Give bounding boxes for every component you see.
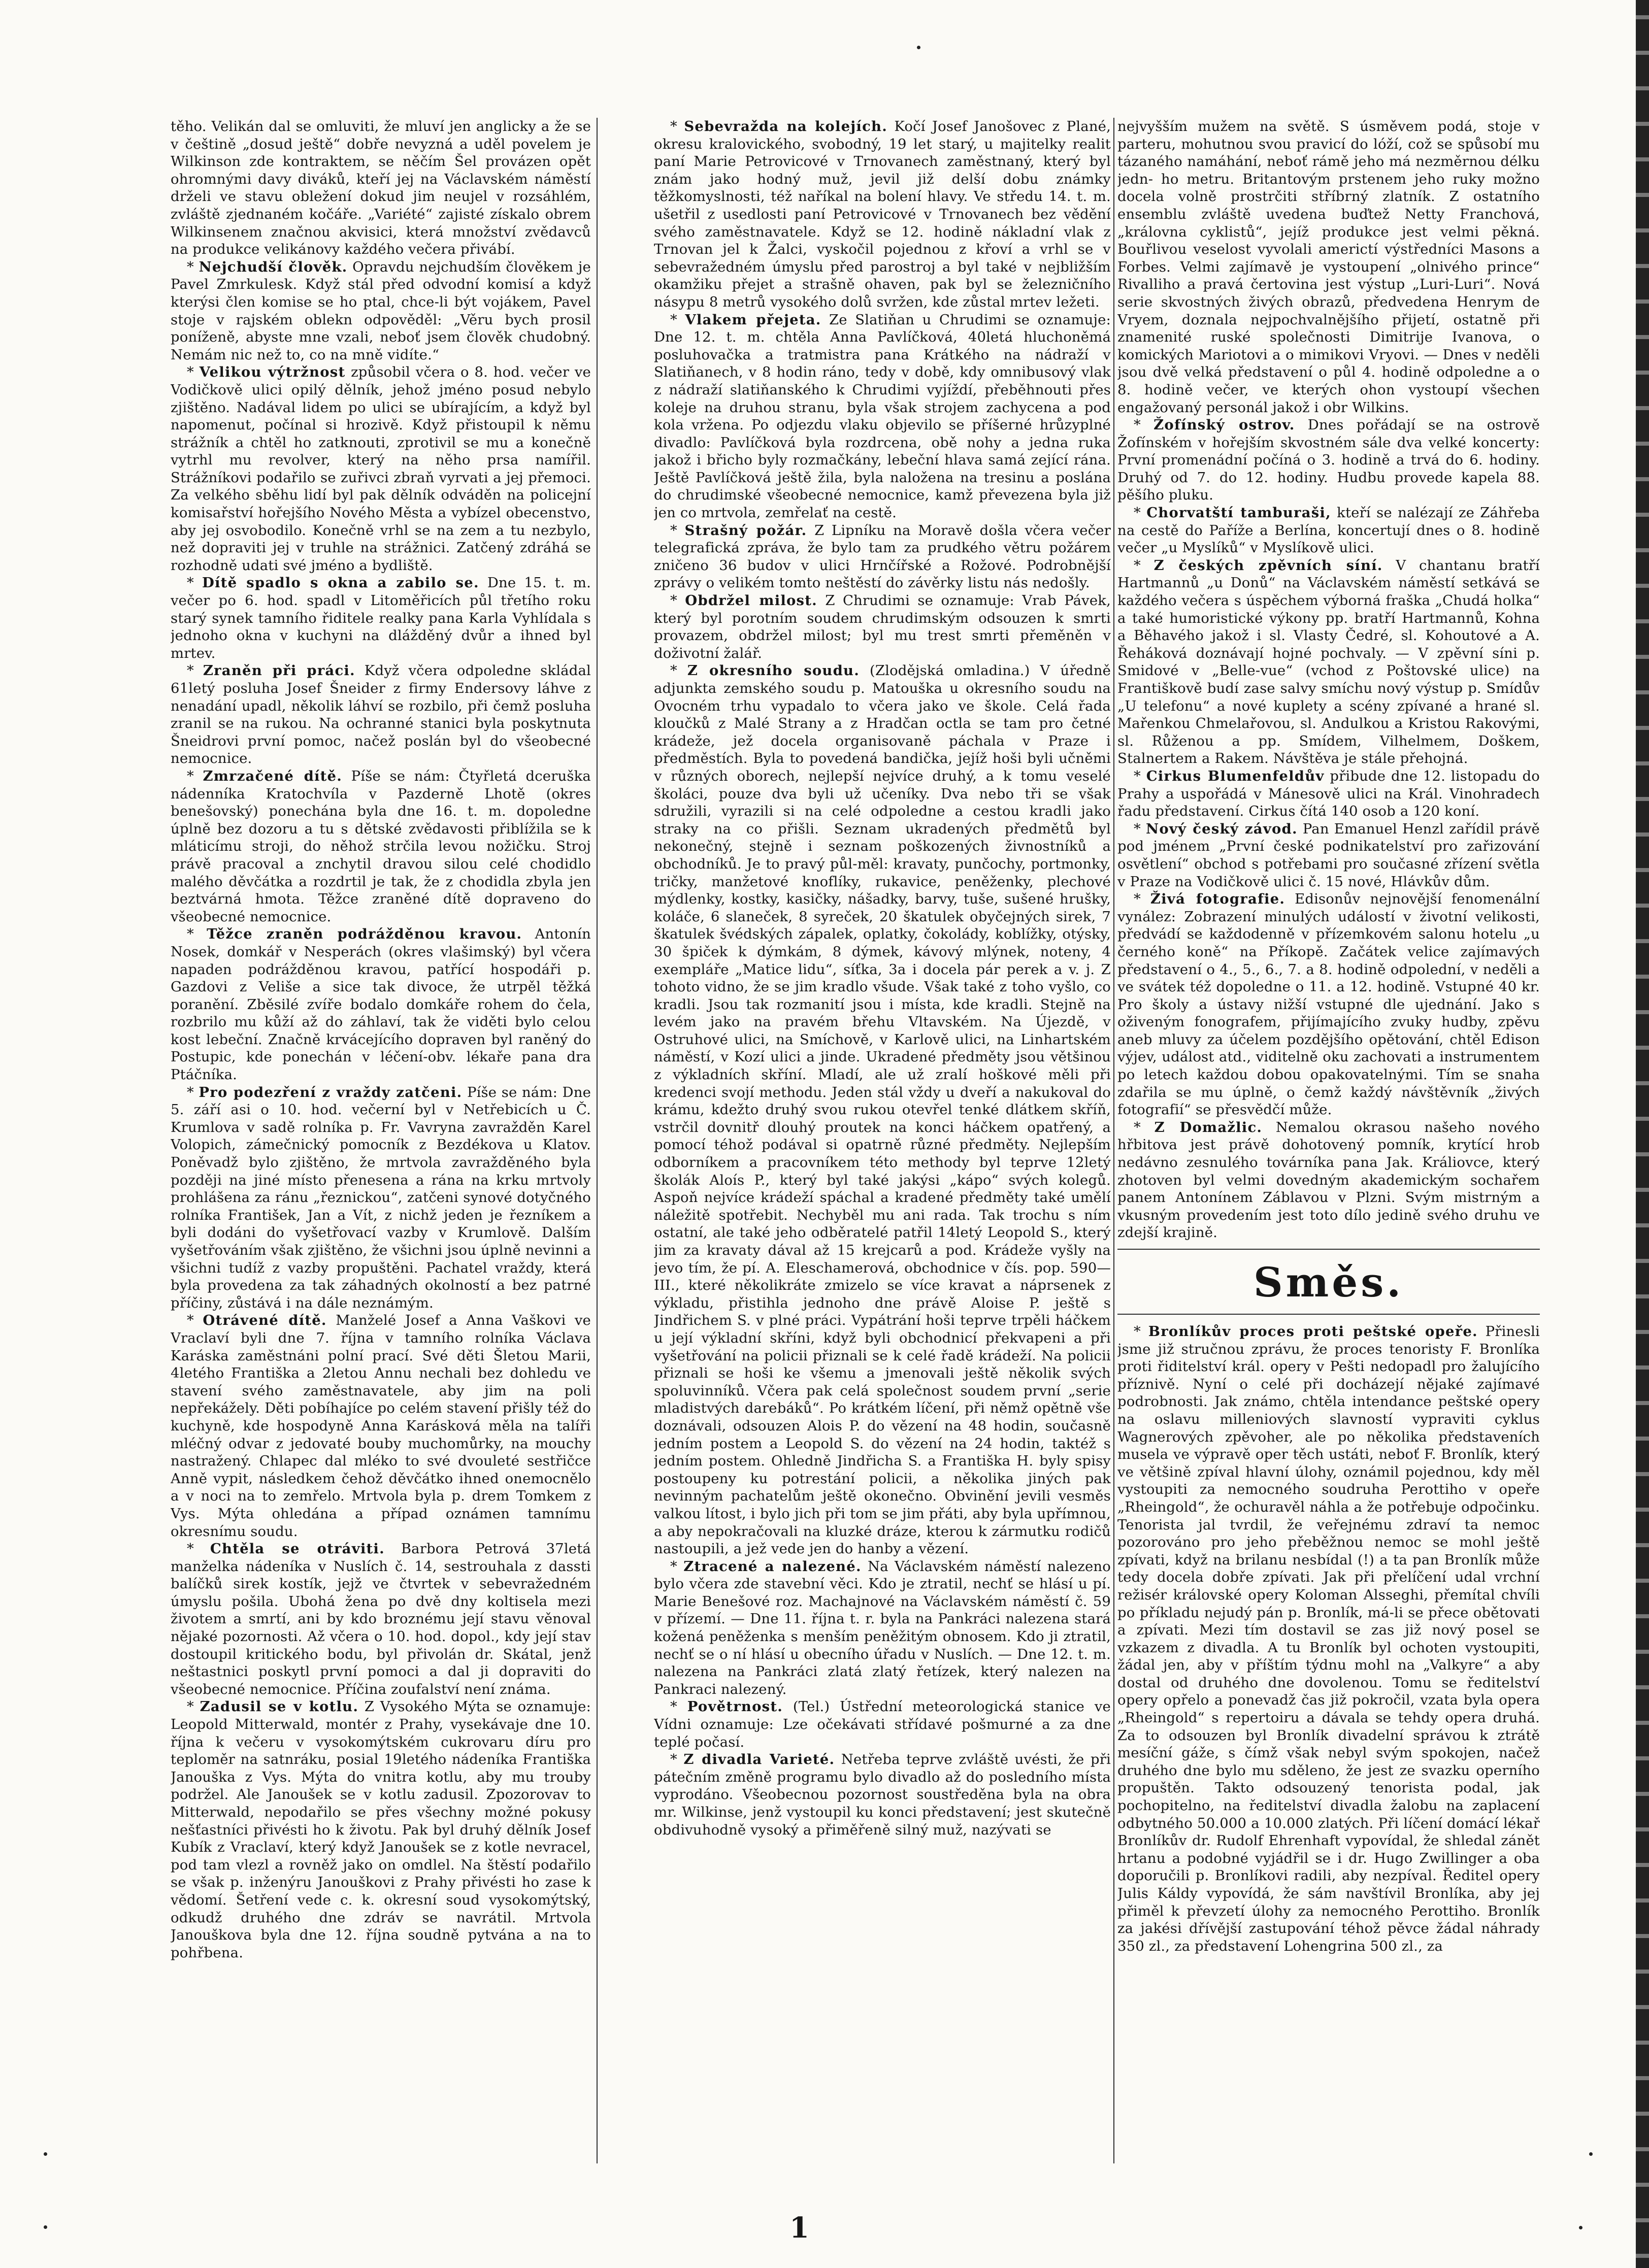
article-headline: Zraněn při práci.	[203, 662, 355, 679]
article-text: nejvyšším mužem na světě. S úsměvem podá, stoje v parteru, mohutnou svou pravicí do lóží, což se spůsobí mu tázaného namáhání, neboť rámě jeho má nezměrnou délku jedn- ho metru. Britantovým prstenem jeho ruky možno docela volně prostrčiti stříbrný zlatník. Z ostatního ensemblu zvláště uvedena buďtež Netty Franchová, „královna cyklistů“, jejíž produkce jest velmi pěkná. Bouřlivou veselost vyvolali americtí výstředníci Masons a Forbes. Velmi zajímavě je vystoupení „olnivého prince“ Rivalliho a pravá čertovina jest výstup „Luri-Luri“. Nová serie skvostných živých obrazů, předvedena Henrym de Vryem, doznala nejpochvalnějšího přijetí, ostatně při znamenité ruské společnosti Dimitrije Ivanova, o komických Mariotovi a o mimikovi Vryovi. — Dnes v neděli jsou dvě velká představení o půl 4. hodině odpoledne a o 8. hodině večer, ve kterých ohon vystoupí všechen engažovaný personál jakož i obr Wilkins.	[1117, 118, 1540, 416]
article-headline: Sebevražda na kolejích.	[684, 118, 887, 135]
article-text: Dnes pořádají se na ostrově Žofínském v hořejším skvostném sále dva velké koncerty: První promenádní počíná o 3. hodině a trvá do 6. hodiny. Druhý od 7. do 12. hodiny. Hudbu provede kapela 88. pěšího pluku.	[1117, 417, 1540, 504]
article-text: Netřeba teprve zvláště uvésti, že při pátečním změně programu bylo divadlo až do posledního místa vyprodáno. Všeobecnou pozornost soustředěna byla na obra mr. Wilkinse, jenž vystoupil ku konci představení; jest skutečně obdivuhodně vysoký a přiměřeně silný muž, nazývati se	[654, 1751, 1111, 1838]
article-headline: Obdržel milost.	[685, 592, 817, 609]
article-text: Kočí Josef Janošovec z Plané, okresu kralovického, svobodný, 19 let starý, u majitelky realit paní Marie Petrovicové v Trnovanech zaměstnaný, který byl znám jako hodný muž, jevil již delší dobu známky těžkomyslnosti, též naříkal na bolení hlavy. Ve středu 14. t. m. ušetřil z usedlosti paní Petrovicové v Trnovanech bez vědění svého zaměstnavatele. Když se 12. hodině nákladní vlak z Trnovan jel k Žalci, vyskočil pojednou z křoví a vrhl se v sebevražedném úmyslu před parostroj a byl také v nejbližším okamžiku přejet a strašně ohaven, pak byl se železničního násypu 8 metrů vysokého dolů svržen, kde zůstal mrtev ležeti.	[654, 118, 1111, 310]
article-text: Dne 15. t. m. večer po 6. hod. spadl v Litoměřicích půl třetího roku starý synek tamního řiditele realky pana Karla Vyhlídala s jednoho okna v kuchyni na dlážděný dvůr a ihned byl mrtev.	[171, 575, 591, 661]
article-headline: Těžce zraněn podrážděnou kravou.	[207, 926, 522, 943]
article-headline: Dítě spadlo s okna a zabilo se.	[202, 575, 479, 591]
article-headline: Chorvatští tamburaši,	[1146, 505, 1331, 521]
article-text: těho. Velikán dal se omluviti, že mluví jen anglicky a že se v češtině „dosud ještě“ dobře nevyzná a uděl povelem je Wilkinson zde kontraktem, se něčím Šel provázen opět ohromnými davy diváků, kteří jej na Václavském náměstí drželi ve stavu obležení dokud jim neujel v rozsáhlém, zvláště zjednaném kočáře. „Variété“ zajisté získalo obrem Wilkinsenem značnou akvisici, která množství zvědavců na produkce velikánovy každého večera přivábí.	[171, 118, 591, 258]
article	[171, 118, 591, 258]
column-rule	[1113, 118, 1114, 2163]
article: * Ztracené a nalezené. Na Václavském náměstí nalezeno bylo včera zde stavební věci. Kdo je ztratil, nechť se hlásí u pí. Marie Benešové roz. Machajnové na Václavském náměstí č. 59 v přízemí. — Dne 11. října t. r. byla na Pankráci nalezena stará kožená peněženka s menším peněžitým obnosem. Kdo ji ztratil, nechť se o ní hlásí u obecního úřadu v Nuslích. — Dne 12. t. m. nalezena na Pankráci zlatá zlatý řetízek, který nalezen na Pankraci nalezený.	[654, 1558, 1111, 1697]
column-right-news	[1117, 118, 1540, 1242]
article: * Cirkus Blumenfeldův přibude dne 12. listopadu do Prahy a uspořádá v Mánesově ulici na Král. Vinohradech řadu představení. Cirkus čítá 140 osob a 120 koní.	[1117, 768, 1540, 820]
scan-dot	[1589, 2152, 1593, 2156]
article-text: Edisonův nejnovější fenomenální vynález: Zobrazení minulých událostí v životní velikosti, předvádí se každodenně v přízemkovém salonu hotelu „u černého koně“ na Příkopě. Začátek velice zajímavých představení o 4., 5., 6., 7. a 8. hodině odpolední, v neděli a ve svátek též dopoledne o 11. a 12. hodině. Vstupné 40 kr. Pro školy a ústavy nižší vstupné dle ujednání. Jako s oživeným fonografem, přijímajícího zvuky hudby, zpěvu aneb mluvy za účelem pozdějšího opětování, chtěl Edison výjev, událost atd., viditelně oku zachovati a instrumentem po letech každou dobou opakovatelnými. Tím se snaha zdařila se mu úplně, o čemž každý návštěvník „živých fotografií“ se přesvědčí může.	[1117, 891, 1540, 1118]
article-text: Pan Emanuel Henzl zařídil právě pod jménem „První české podnikatelství pro zařizování osvětlení“ obchod s potřebami pro současné zřízení světla v Praze na Vodičkově ulici č. 15 nové, Hlávkův dům.	[1117, 820, 1540, 890]
article-text: kteří se nalézají ze Záhřeba na cestě do Paříže a Berlína, koncertují dnes o 8. hodině večer „u Myslíků“ v Myslíkově ulici.	[1117, 505, 1540, 556]
article	[1117, 118, 1540, 416]
article-text: Píše se nám: Čtyřletá dceruška nádenníka Kratochvíla v Pazderně Lhotě (okres benešovský) ponechána byla dne 16. t. m. dopoledne úplně bez dozoru a tu s dětské zvědavosti přiblížila se k mláticímu stroji, do něhož strčila levou nožičku. Stroj právě pracoval a znchytil dravou silou celé chodidlo malého děvčátka a rozdrtil je tak, že z chodidla zbyla jen beztvárná hmota. Těžce zraněné dítě dopraveno do všeobecné nemocnice.	[171, 768, 591, 925]
article-text: způsobil včera o 8. hod. večer ve Vodičkově ulici opilý dělník, jehož jméno posud nebylo zjištěno. Nadával lidem po ulici se ubírajícím, a když byl napomenut, počínal si hrozivě. Když přistoupil k němu strážník a chtěl ho zatknouti, zprotivil se mu a konečně vytrhl mu revolver, který na něho prsa namířil. Strážníkovi podařilo se zuřivci zbraň vyrvati a jej přemoci. Za velkého sběhu lidí byl pak dělník odváděn na policejní komisařství hořejšího Nového Města a vybízel obecenstvo, aby jej osvobodilo. Konečně vrhl se na zem a tu nezbylo, než dopraviti jej v truhle na strážnici. Zatčený zdráhá se rozhodně udati své jméno a bydliště.	[171, 364, 591, 574]
article: * Živá fotografie. Edisonův nejnovější fenomenální vynález: Zobrazení minulých událostí v životní velikosti, předvádí se každodenně v přízemkovém salonu hotelu „u černého koně“ na Příkopě. Začátek velice zajímavých představení o 4., 5., 6., 7. a 8. hodině odpolední, v neděli a ve svátek též dopoledne o 11. a 12. hodině. Vstupné 40 kr. Pro školy a ústavy nižší vstupné dle ujednání. Jako s oživeným fonografem, přijímajícího zvuky hudby, zpěvu aneb mluvy za účelem pozdějšího opětování, chtěl Edison výjev, událost atd., viditelně oku zachovati a instrumentem po letech každou dobou opakovatelnými. Tím se snaha zdařila se mu úplně, o čemž každý návštěvník „živých fotografií“ se přesvědčí může.	[1117, 891, 1540, 1118]
article: * Chtěla se otráviti. Barbora Petrová 37letá manželka nádeníka v Nuslích č. 14, sestrouhala z dassti balíčků sirek kostík, jejž ve čtvrtek v sebevražedném úmyslu pošila. Ubohá žena po dvě dny koltisela mezi životem a smrtí, ani by kdo broznému její stavu věnoval nějaké pozornosti. Až včera o 10. hod. dopol., kdy její stav dostoupil kritického bodu, byl přivolán dr. Skátal, jenž neštastnici poskytl první pomoci a dal ji dopraviti do všeobecné nemocnice. Příčina zoufalství není známa.	[171, 1541, 591, 1697]
article-text: Z Chrudimi se oznamuje: Vrab Pávek, který byl porotním soudem chrudimským odsouzen k smrti provazem, obdržel milost; byl mu trest smrti přeměněn v doživotní žalář.	[654, 592, 1111, 661]
article: * Dítě spadlo s okna a zabilo se. Dne 15. t. m. večer po 6. hod. spadl v Litoměřicích půl třetího roku starý synek tamního řiditele realky pana Karla Vyhlídala s jednoho okna v kuchyni na dlážděný dvůr a ihned byl mrtev.	[171, 575, 591, 661]
article: * Pro podezření z vraždy zatčeni. Píše se nám: Dne 5. září asi o 10. hod. večerní byl v Netřebicích u Č. Krumlova v sadě rolníka p. Fr. Vavryna zavražděn Karel Volopich, zámečnický pomocník z Bezdékova u Klatov. Poněvadž bylo zjištěno, že mrtvola zavražděného byla později na jiné místo přenesena a rána na krku mrtvoly prohlášena za ránu „řeznickou“, zatčeni synové dotyčného rolníka František, Jan a Vít, z nichž jeden je řezníkem a byli dodáni do vyšetřovací vazby v Krumlově. Dalším vyšetřováním však zjištěno, že všichni jsou úplně nevinni a všichni tudíž z vazby propuštěni. Pachatel vraždy, která byla provedena za tak záhadných okolností a bez patrné příčiny, zůstává i na dále neznámým.	[171, 1084, 591, 1311]
article-headline: Strašný požár.	[684, 522, 807, 539]
article-headline: Vlakem přejeta.	[685, 311, 821, 328]
article-text: V chantanu bratří Hartmannů „u Donů“ na Václavském náměstí setkává se každého večera s úspěchem výborná fraška „Chudá holka“ a také humoristické výkony pp. bratří Hartmannů, Kohna a Běhavého jakož i sl. Vlasty Čedré, sl. Kohoutové a A. Řeháková doznávají hojné pochvaly. — V zpěvní síni p. Smidové v „Belle-vue“ (vchod z Poštovské ulice) na Františkově budí zase salvy smíchu nový výstup p. Smídův „U telefonu“ a nové kuplety a scény zpívané a hrané sl. Mařenkou Chmelařovou, sl. Andulkou a Kristou Rakovými, sl. Růženou a pp. Smídem, Vilhelmem, Doškem, Stalnertem a Rakem. Návštěva je stále přehojná.	[1117, 557, 1540, 767]
article: * Velikou výtržnost způsobil včera o 8. hod. večer ve Vodičkově ulici opilý dělník, jehož jméno posud nebylo zjištěno. Nadával lidem po ulici se ubírajícím, a když byl napomenut, počínal si hrozivě. Když přistoupil k němu strážník a chtěl ho zatknouti, zprotivil se mu a konečně vytrhl mu revolver, který na něho prsa namířil. Strážníkovi podařilo se zuřivci zbraň vyrvati a jej přemoci. Za velkého sběhu lidí byl pak dělník odváděn na policejní komisařství hořejšího Nového Města a vybízel obecenstvo, aby jej osvobodilo. Konečně vrhl se na zem a tu nezbylo, než dopraviti jej v truhle na strážnici. Zatčený zdráhá se rozhodně udati své jméno a bydliště.	[171, 364, 591, 574]
article-text: Antonín Nosek, domkář v Nesperách (okres vlašimský) byl včera napaden podrážděnou kravou, patřící hospodáři p. Gazdovi z Veliše a sice tak divoce, že utrpěl těžká poranění. Zběsilé zvíře bodalo domkáře rohem do čela, rozbrilo mu kůží až do záhlaví, tak že viděti bylo celou kost lebeční. Značně krvácejícího dopraven byl raněný do Postupic, kde ponechán v léčení-obv. lékaře pana dra Ptáčníka.	[171, 926, 591, 1083]
article-text: Nemalou okrasou našeho nového hřbitova jest právě dohotovený pomník, krytící hrob nedávno zesnulého továrníka pana Jak. Králiovce, který zhotoven byl velmi dovedným akademickým sochařem panem Antonínem Záblavou v Plzni. Svým mistrným a vkusným provedením jest toto dílo jedině svého druhu ve zdejší krajině.	[1117, 1119, 1540, 1241]
article: * Z divadla Varieté. Netřeba teprve zvláště uvésti, že při pátečním změně programu bylo divadlo až do posledního místa vyprodáno. Všeobecnou pozornost soustředěna byla na obra mr. Wilkinse, jenž vystoupil ku konci představení; jest skutečně obdivuhodně vysoký a přiměřeně silný muž, nazývati se	[654, 1751, 1111, 1838]
article: * Z českých zpěvních síní. V chantanu bratří Hartmannů „u Donů“ na Václavském náměstí setkává se každého večera s úspěchem výborná fraška „Chudá holka“ a také humoristické výkony pp. bratří Hartmannů, Kohna a Běhavého jakož i sl. Vlasty Čedré, sl. Kohoutové a A. Řeháková doznávají hojné pochvaly. — V zpěvní síni p. Smidové v „Belle-vue“ (vchod z Poštovské ulice) na Františkově budí zase salvy smíchu nový výstup p. Smídův „U telefonu“ a nové kuplety a scény zpívané a hrané sl. Mařenkou Chmelařovou, sl. Andulkou a Kristou Rakovými, sl. Růženou a pp. Smídem, Vilhelmem, Doškem, Stalnertem a Rakem. Návštěva je stále přehojná.	[1117, 557, 1540, 767]
article-text: (Tel.) Ústřední meteorologická stanice ve Vídni oznamuje: Lze očekávati střídavé pošmurné a za dne teplé počasí.	[654, 1698, 1111, 1750]
article-headline: Z českých zpěvních síní.	[1153, 557, 1383, 574]
article-text: (Zlodějská omladina.) V úředně adjunkta zemského soudu p. Matouška u okresního soudu na Ovocném trhu vypadalo to včera jako ve škole. Celá řada kloučků z Malé Strany a z Hradčan octla se tam pro četné krádeže, jež docela organisovaně páchala v Praze i předměstích. Byla to povedená bandička, jejíž hoši byli učněmi v různých oborech, nejlepší nejvíce druhý, a k tomu veselé školáci, pouze dva byli už učeníky. Dva nebo tři se však sdružili, vyrazili si na celé odpoledne a cestou kradli jako straky na co přišli. Seznam ukradených předmětů byl nekonečný, stejně i seznam poškozených živnostníků a obchodníků. Je to pravý půl-měl: kravaty, punčochy, portmonky, tričky, manžetové knoflíky, rukavice, peněženky, plechové mýdlenky, kostky, kasičky, nášadky, barvy, tuše, sušené hrušky, koláče, 6 slaneček, 8 syreček, 20 škatulek obyčejných sirek, 7 škatulek švédských zápalek, oplatky, čokolády, koblížky, otýsky, 30 špiček k dýmkám, 8 dýmek, kávový mlýnek, noteny, 4 exempláře „Matice lidu“, síťka, 3a i docela pár perek a v. j. Z tohoto vidno, že se jim kradlo všude. Však také z toho vyšlo, co kradli. Jsou tak rozmanití jsou i místa, kde kradli. Stejně na levém jako na pravém břehu Vltavském. Na Újezdě, v Ostruhové ulici, na Smíchově, v Karlově ulici, na Linhartském náměstí, v Kozí ulici a jinde. Ukradené předměty jsou většinou z výkladních skříní. Mladí, ale už zralí hoškové měli při kredenci svojí methodu. Jeden stál vždy u dveří a nakukoval do krámu, kdežto druhý svou rukou otevřel tenké dlátkem skříň, vstrčil dovnitř dlouhý proutek na konci háčkem opatřený, a pomocí téhož podával si opatrně různé předměty. Nejlepším odborníkem a pracovníkem této methody byl teprve 12letý školák Aloís P., který byl také jakýsi „kápo“ svých kolegů. Aspoň nejvíce krádeží spáchal a kradené předměty také umělí náležitě spotřebit. Nechyběl mu ani rada. Tak trochu s ním ostatní, ale také jeho odběratelé patřil 14letý Leopold S., který jim za kravaty dával až 15 krejcarů a pod. Krádeže vyšly na jevo tím, že pí. A. Eleschamerová, obchodnice v čís. pop. 590—III., které několikráte zmizelo se více kravat a náprsenek z výkladu, přistihla jednoho dne právě Aloise P. ještě s Jindřichem S. v plné práci. Vypátrání hoši teprve trpěli háčkem u její výkladní skříni, když byli obchodnicí překvapeni a při vyšetřování na policii přiznali se k celé řadě krádeží. Na policii přiznali se hoši ke všemu a jmenovali ještě několik svých spoluvinníků. Včera pak celá společnost soudem první „serie mladistvých darebáků“. Po krátkém líčení, při němž opětně vše doznávali, odsouzen Alois P. do vězení na 48 hodin, současně jedním postem a Leopold S. do vězení na 24 hodin, taktéž s jedním postem. Ohledně Jindřicha S. a Františka H. byly spisy postoupeny ku potrestání policii, a několika jiných pak nevinným pachatelům ještě okonečno. Obvinění jevili vesměs valkou lítost, i bylo jich při tom se jim přáti, aby byla upřímnou, a aby nepokračovali na kluzké dráze, kterou k zármutku rodičů nastoupili, a jež vede jen do hanby a vězení.	[654, 662, 1111, 1557]
scan-dot	[917, 46, 920, 49]
article-text: Z Lipníku na Moravě došla včera večer telegrafická zpráva, že bylo tam za prudkého větru požárem zničeno 36 budov v ulici Hrnčířské a Rožové. Podrobnější zprávy o velikém tomto neštěstí do závěrky listu nás nedošly.	[654, 522, 1111, 591]
article: * Povětrnost. (Tel.) Ústřední meteorologická stanice ve Vídni oznamuje: Lze očekávati střídavé pošmurné a za dne teplé počasí.	[654, 1698, 1111, 1750]
section-divider	[1117, 1249, 1540, 1250]
article: * Zadusil se v kotlu. Z Vysokého Mýta se oznamuje: Leopold Mitterwald, montér z Prahy, vysekávaje dne 10. října k večeru v vysokomýtském cukrovaru díru pro teploměr na satnráku, posial 19letého nádeníka Františka Janouška z Vys. Mýta do vnitra kotlu, aby mu trouby podržel. Ale Janoušek se v kotlu zadusil. Zpozorovav to Mitterwald, nepodařilo se přes všechny možné pokusy nešťastníci přivésti ho k životu. Pak byl druhý dělník Josef Kubík z Vraclaví, který když Janoušek se z kotle nevracel, pod tam vlezl a rovněž jako on omdlel. Na štěstí podařilo se však p. inženýru Janouškovi z Prahy přivésti ho zase k vědomí. Šetření vede c. k. okresní soud vysokomýtský, odkudž druhého dne zdráv se navrátil. Mrtvola Janouškova byla dne 12. října soudně pytvána a na to pohřbena.	[171, 1698, 591, 1961]
article-text: přibude dne 12. listopadu do Prahy a uspořádá v Mánesově ulici na Král. Vinohradech řadu představení. Cirkus čítá 140 osob a 120 koní.	[1117, 768, 1540, 820]
article-headline: Pro podezření z vraždy zatčeni.	[199, 1084, 463, 1100]
article-headline: Otrávené dítě.	[203, 1312, 327, 1329]
article-headline: Bronlíkův proces proti peštské opeře.	[1148, 1323, 1478, 1340]
scan-dot	[44, 2225, 47, 2229]
article-headline: Z Domažlic.	[1154, 1119, 1263, 1136]
column-rule	[597, 118, 598, 2163]
article-headline: Zadusil se v kotlu.	[200, 1698, 359, 1715]
article: * Obdržel milost. Z Chrudimi se oznamuje: Vrab Pávek, který byl porotním soudem chrudimským odsouzen k smrti provazem, obdržel milost; byl mu trest smrti přeměněn v doživotní žalář.	[654, 592, 1111, 661]
article: * Strašný požár. Z Lipníku na Moravě došla včera večer telegrafická zpráva, že bylo tam za prudkého větru požárem zničeno 36 budov v ulici Hrnčířské a Rožové. Podrobnější zprávy o velikém tomto neštěstí do závěrky listu nás nedošly.	[654, 522, 1111, 591]
scan-dot	[1579, 2226, 1582, 2229]
article: * Žofínský ostrov. Dnes pořádají se na ostrově Žofínském v hořejším skvostném sále dva velké koncerty: První promenádní počíná o 3. hodině a trvá do 6. hodiny. Druhý od 7. do 12. hodiny. Hudbu provede kapela 88. pěšího pluku.	[1117, 417, 1540, 504]
column-right	[1117, 118, 1540, 2123]
column-middle	[654, 118, 1111, 2123]
article-text: Ze Slatiňan u Chrudimi se oznamuje: Dne 12. t. m. chtěla Anna Pavlíčková, 40letá hluchoněmá posluhovačka a tratmistra pana Krátkého na nádraží v Slatiňanech, v 8 hodin ráno, tedy v době, kdy omnibusový vlak z nádraží slatiňanského k Chrudimi vyjíždí, přeběhnouti přes koleje na druhou stranu, byla však strojem zachycena a pod kola vržena. Po odjezdu vlaku objevilo se příšerné hrůzyplné divadlo: Pavlíčková byla rozdrcena, obě nohy a jedna ruka jakož i břicho byly rozmačkány, lebeční hlava samá zející rána. Ještě Pavlíčková ještě žila, byla naložena na tresinu a poslána do chrudimské všeobecné nemocnice, kamž převezena byla již jen co mrtvola, zemřelať na cestě.	[654, 311, 1111, 521]
article-headline: Ztracené a nalezené.	[683, 1558, 862, 1575]
article: * Nejchudší člověk. Opravdu nejchudším člověkem je Pavel Zmrkulesk. Když stál před odvodní komisí a když kterýsi člen komise se ho ptal, chce-li být vojákem, Pavel stoje v rajském oblekn odpověděl: „Věru bych prosil poníženě, abyste mne vzali, neboť jsem člověk chudobný. Nemám nic než to, co na mně vidíte.“	[171, 258, 591, 363]
scan-dot	[44, 2152, 47, 2156]
column-left	[171, 118, 591, 2123]
article-text: Barbora Petrová 37letá manželka nádeníka v Nuslích č. 14, sestrouhala z dassti balíčků sirek kostík, jejž ve čtvrtek v sebevražedném úmyslu pošila. Ubohá žena po dvě dny koltisela mezi životem a smrtí, ani by kdo broznému její stavu věnoval nějaké pozornosti. Až včera o 10. hod. dopol., kdy její stav dostoupil kritického bodu, byl přivolán dr. Skátal, jenž neštastnici poskytl první pomoci a dal ji dopraviti do všeobecné nemocnice. Příčina zoufalství není známa.	[171, 1541, 591, 1697]
article-headline: Velikou výtržnost	[199, 364, 346, 381]
article: * Zraněn při práci. Když včera odpoledne skládal 61letý posluha Josef Šneider z firmy Endersovy láhve z nenadání upadl, několik láhví se rozbilo, při čemž posluha zranil se na rukou. Na ochranné stanici byla poskytnuta Šneidrovi první pomoc, načež poslán byl do všeobecné nemocnice.	[171, 662, 591, 767]
article-text: Z Vysokého Mýta se oznamuje: Leopold Mitterwald, montér z Prahy, vysekávaje dne 10. října k večeru v vysokomýtském cukrovaru díru pro teploměr na satnráku, posial 19letého nádeníka Františka Janouška z Vys. Mýta do vnitra kotlu, aby mu trouby podržel. Ale Janoušek se v kotlu zadusil. Zpozorovav to Mitterwald, nepodařilo se přes všechny možné pokusy nešťastníci přivésti ho k životu. Pak byl druhý dělník Josef Kubík z Vraclaví, který když Janoušek se z kotle nevracel, pod tam vlezl a rovněž jako on omdlel. Na štěstí podařilo se však p. inženýru Janouškovi z Prahy přivésti ho zase k vědomí. Šetření vede c. k. okresní soud vysokomýtský, odkudž druhého dne zdráv se navrátil. Mrtvola Janouškova byla dne 12. října soudně pytvána a na to pohřbena.	[171, 1698, 591, 1961]
page-number: 1	[789, 2211, 809, 2245]
article-headline: Živá fotografie.	[1150, 891, 1285, 908]
section-title: Směs.	[1253, 1258, 1404, 1306]
article-headline: Z divadla Varieté.	[683, 1751, 835, 1768]
article-headline: Žofínský ostrov.	[1153, 417, 1295, 433]
article-text: Když včera odpoledne skládal 61letý posluha Josef Šneider z firmy Endersovy láhve z nenadání upadl, několik láhví se rozbilo, při čemž posluha zranil se na rukou. Na ochranné stanici byla poskytnuta Šneidrovi první pomoc, načež poslán byl do všeobecné nemocnice.	[171, 662, 591, 767]
article: * Vlakem přejeta. Ze Slatiňan u Chrudimi se oznamuje: Dne 12. t. m. chtěla Anna Pavlíčková, 40letá hluchoněmá posluhovačka a tratmistra pana Krátkého na nádraží v Slatiňanech, v 8 hodin ráno, tedy v době, kdy omnibusový vlak z nádraží slatiňanského k Chrudimi vyjíždí, přeběhnouti přes koleje na druhou stranu, byla však strojem zachycena a pod kola vržena. Po odjezdu vlaku objevilo se příšerné hrůzyplné divadlo: Pavlíčková byla rozdrcena, obě nohy a jedna ruka jakož i břicho byly rozmačkány, lebeční hlava samá zející rána. Ještě Pavlíčková ještě žila, byla naložena na tresinu a poslána do chrudimské všeobecné nemocnice, kamž převezena byla již jen co mrtvola, zemřelať na cestě.	[654, 311, 1111, 521]
article-text: Manželé Josef a Anna Vaškovi ve Vraclaví byli dne 7. října v tamního rolníka Václava Karáska zaměstnáni polní prací. Své děti Šletou Marii, 4letého Františka a 2letou Annu nechali bez dohledu ve stavení svého zaměstnavatele, aby jim na poli nepřekážely. Děti pobíhajíce po celém stavení přišly též do kuchyně, kde hospodyně Anna Karásková měla na talíři mléčný odvar z jedovaté bouby muchomůrky, na mouchy nastražený. Chlapec dal mléko to své dvouleté sestřičce Anně vypit, následkem čehož děvčátko ihned onemocnělo a v noci na to zemřelo. Mrtvola byla p. drem Tomkem z Vys. Mýta ohledána a případ oznámen tamnímu okresnímu soudu.	[171, 1312, 591, 1540]
article-text: Přinesli jsme již stručnou zprávu, že proces tenoristy F. Bronlíka proti řiditelství král. opery v Pešti nedopadl pro žalujícího příznivě. Nyní o celé při docházejí nějaké zajímavé podrobnosti. Jak známo, chtěla intendance peštské opery na oslavu milleniových slavností vypraviti cyklus Wagnerových zpěvoher, ale po několika představeních musela ve výpravě oper těch ustáti, neboť F. Bronlík, který ve většině zpíval hlavní úlohy, oznámil pojednou, kdy měl vystoupiti za nemocného soudruha Perottiho v opeře „Rheingold“, že ochuravěl náhla a že potřebuje odpočinku. Tenorista jal tvrdil, že veřejnému zdraví ta nemoc pozorováno pro jeho přeběžnou nemoc se mohl ještě zpívati, když na brilanu nesbídal (!) a ta pan Bronlík může tedy docela dobře zpívati. Jak při přelíčení udal vrchní režisér královské opery Koloman Alsseghi, přemítal chvíli po příkladu nejudý pán p. Bronlík, má-li se přece obětovati a zpívati. Mezi tím dostavil se zas již nový posel se vzkazem z divadla. A tu Bronlík byl ochoten vystoupiti, žádal jen, aby v příštím týdnu mohl na „Valkyre“ a aby dostal od druhého dne dovolenou. Tomu se ředitelství opery opřelo a ponevadž čas již pokročil, vzata byla opera „Rheingold“ s repertoiru a dávala se tehdy opera druhá. Za to odsouzen byl Bronlík divadelní správou k ztrátě mesíční gáže, s čímž však nebyl svým spokojen, načež druhého dne bylo mu sděleno, že jest ze svazku operního propuštěn. Takto odsouzený tenorista podal, jak pochopitelno, na ředitelství divadla žalobu na zaplacení odbytného 50.000 a 10.000 zlatých. Při líčení domácí lékař Bronlíkův dr. Rudolf Ehrenhaft vypovídal, že shledal zánět hrtanu a podobné vyjádřil se i dr. Hugo Zwillinger a oba doporučili p. Bronlíkovi radili, aby nezpíval. Ředitel opery Julis Káldy vypovídá, že sám navštívil Bronlíka, aby jej přiměl k převzetí úlohy za nemocného Perottiho. Bronlík za jakési dřívější zastupování téhož pěvce žádal náhrady 350 zl., za představení Lohengrina 500 zl., za	[1117, 1323, 1540, 1954]
article-text: Opravdu nejchudším člověkem je Pavel Zmrkulesk. Když stál před odvodní komisí a když kterýsi člen komise se ho ptal, chce-li být vojákem, Pavel stoje v rajském oblekn odpověděl: „Věru bych prosil poníženě, abyste mne vzali, neboť jsem člověk chudobný. Nemám nic než to, co na mně vidíte.“	[171, 258, 591, 363]
article-headline: Z okresního soudu.	[687, 662, 860, 679]
article-headline: Nejchudší člověk.	[199, 258, 348, 275]
article-headline: Nový český závod.	[1146, 820, 1298, 837]
article: * Z okresního soudu. (Zlodějská omladina.) V úředně adjunkta zemského soudu p. Matouška u okresního soudu na Ovocném trhu vypadalo to včera jako ve škole. Celá řada kloučků z Malé Strany a z Hradčan octla se tam pro četné krádeže, jež docela organisovaně páchala v Praze i předměstích. Byla to povedená bandička, jejíž hoši byli učněmi v různých oborech, nejlepší nejvíce druhý, a k tomu veselé školáci, pouze dva byli už učeníky. Dva nebo tři se však sdružili, vyrazili si na celé odpoledne a cestou kradli jako straky na co přišli. Seznam ukradených předmětů byl nekonečný, stejně i seznam poškozených živnostníků a obchodníků. Je to pravý půl-měl: kravaty, punčochy, portmonky, tričky, manžetové knoflíky, rukavice, peněženky, plechové mýdlenky, kostky, kasičky, nášadky, barvy, tuše, sušené hrušky, koláče, 6 slaneček, 8 syreček, 20 škatulek obyčejných sirek, 7 škatulek švédských zápalek, oplatky, čokolády, koblížky, otýsky, 30 špiček k dýmkám, 8 dýmek, kávový mlýnek, noteny, 4 exempláře „Matice lidu“, síťka, 3a i docela pár perek a v. j. Z tohoto vidno, že se jim kradlo všude. Však také z toho vyšlo, co kradli. Jsou tak rozmanití jsou i místa, kde kradli. Stejně na levém jako na pravém břehu Vltavském. Na Újezdě, v Ostruhové ulici, na Smíchově, v Karlově ulici, na Linhartském náměstí, v Kozí ulici a jinde. Ukradené předměty jsou většinou z výkladních skříní. Mladí, ale už zralí hoškové měli při kredenci svojí methodu. Jeden stál vždy u dveří a nakukoval do krámu, kdežto druhý svou rukou otevřel tenké dlátkem skříň, vstrčil dovnitř dlouhý proutek na konci háčkem opatřený, a pomocí téhož podával si opatrně různé předměty. Nejlepším odborníkem a pracovníkem této methody byl teprve 12letý školák Aloís P., který byl také jakýsi „kápo“ svých kolegů. Aspoň nejvíce krádeží spáchal a kradené předměty také umělí náležitě spotřebit. Nechyběl mu ani rada. Tak trochu s ním ostatní, ale také jeho odběratelé patřil 14letý Leopold S., který jim za kravaty dával až 15 krejcarů a pod. Krádeže vyšly na jevo tím, že pí. A. Eleschamerová, obchodnice v čís. pop. 590—III., které několikráte zmizelo se více kravat a náprsenek z výkladu, přistihla jednoho dne právě Aloise P. ještě s Jindřichem S. v plné práci. Vypátrání hoši teprve trpěli háčkem u její výkladní skříni, když byli obchodnicí překvapeni a při vyšetřování na policii přiznali se k celé řadě krádeží. Na policii přiznali se hoši ke všemu a jmenovali ještě několik svých spoluvinníků. Včera pak celá společnost soudem první „serie mladistvých darebáků“. Po krátkém líčení, při němž opětně vše doznávali, odsouzen Alois P. do vězení na 48 hodin, současně jedním postem a Leopold S. do vězení na 24 hodin, taktéž s jedním postem. Ohledně Jindřicha S. a Františka H. byly spisy postoupeny ku potrestání policii, a několika jiných pak nevinným pachatelům ještě okonečno. Obvinění jevili vesměs valkou lítost, i bylo jich při tom se jim přáti, aby byla upřímnou, a aby nepokračovali na kluzké dráze, kterou k zármutku rodičů nastoupili, a jež vede jen do hanby a vězení.	[654, 662, 1111, 1557]
article-headline: Cirkus Blumenfeldův	[1146, 768, 1325, 784]
article: * Chorvatští tamburaši, kteří se nalézají ze Záhřeba na cestě do Paříže a Berlína, koncertují dnes o 8. hodině večer „u Myslíků“ v Myslíkově ulici.	[1117, 505, 1540, 556]
article: * Bronlíkův proces proti peštské opeře. Přinesli jsme již stručnou zprávu, že proces tenoristy F. Bronlíka proti řiditelství král. opery v Pešti nedopadl pro žalujícího příznivě. Nyní o celé při docházejí nějaké zajímavé podrobnosti. Jak známo, chtěla intendance peštské opery na oslavu milleniových slavností vypraviti cyklus Wagnerových zpěvoher, ale po několika představeních musela ve výpravě oper těch ustáti, neboť F. Bronlík, který ve většině zpíval hlavní úlohy, oznámil pojednou, kdy měl vystoupiti za nemocného soudruha Perottiho v opeře „Rheingold“, že ochuravěl náhla a že potřebuje odpočinku. Tenorista jal tvrdil, že veřejnému zdraví ta nemoc pozorováno pro jeho přeběžnou nemoc se mohl ještě zpívati, když na brilanu nesbídal (!) a ta pan Bronlík může tedy docela dobře zpívati. Jak při přelíčení udal vrchní režisér královské opery Koloman Alsseghi, přemítal chvíli po příkladu nejudý pán p. Bronlík, má-li se přece obětovati a zpívati. Mezi tím dostavil se zas již nový posel se vzkazem z divadla. A tu Bronlík byl ochoten vystoupiti, žádal jen, aby v příštím týdnu mohl na „Valkyre“ a aby dostal od druhého dne dovolenou. Tomu se ředitelství opery opřelo a ponevadž čas již pokročil, vzata byla opera „Rheingold“ s repertoiru a dávala se tehdy opera druhá. Za to odsouzen byl Bronlík divadelní správou k ztrátě mesíční gáže, s čímž však nebyl svým spokojen, načež druhého dne bylo mu sděleno, že jest ze svazku operního propuštěn. Takto odsouzený tenorista podal, jak pochopitelno, na ředitelství divadla žalobu na zaplacení odbytného 50.000 a 10.000 zlatých. Při líčení domácí lékař Bronlíkův dr. Rudolf Ehrenhaft vypovídal, že shledal zánět hrtanu a podobné vyjádřil se i dr. Hugo Zwillinger a oba doporučili p. Bronlíkovi radili, aby nezpíval. Ředitel opery Julis Káldy vypovídá, že sám navštívil Bronlíka, aby jej přiměl k převzetí úlohy za nemocného Perottiho. Bronlík za jakési dřívější zastupování téhož pěvce žádal náhrady 350 zl., za představení Lohengrina 500 zl., za	[1117, 1323, 1540, 1954]
article: * Těžce zraněn podrážděnou kravou. Antonín Nosek, domkář v Nesperách (okres vlašimský) byl včera napaden podrážděnou kravou, patřící hospodáři p. Gazdovi z Veliše a sice tak divoce, že utrpěl těžká poranění. Zběsilé zvíře bodalo domkáře rohem do čela, rozbrilo mu kůží až do záhlaví, tak že viděti bylo celou kost lebeční. Značně krvácejícího dopraven byl raněný do Postupic, kde ponechán v léčení-obv. lékaře pana dra Ptáčníka.	[171, 926, 591, 1083]
article-text: Píše se nám: Dne 5. září asi o 10. hod. večerní byl v Netřebicích u Č. Krumlova v sadě rolníka p. Fr. Vavryna zavražděn Karel Volopich, zámečnický pomocník z Bezdékova u Klatov. Poněvadž bylo zjištěno, že mrtvola zavražděného byla později na jiné místo přenesena a rána na krku mrtvoly prohlášena za ránu „řeznickou“, zatčeni synové dotyčného rolníka František, Jan a Vít, z nichž jeden je řezníkem a byli dodáni do vyšetřovací vazby v Krumlově. Dalším vyšetřováním však zjištěno, že všichni jsou úplně nevinni a všichni tudíž z vazby propuštěni. Pachatel vraždy, která byla provedena za tak záhadných okolností a bez patrné příčiny, zůstává i na dále neznámým.	[171, 1084, 591, 1311]
article: * Nový český závod. Pan Emanuel Henzl zařídil právě pod jménem „První české podnikatelství pro zařizování osvětlení“ obchod s potřebami pro současné zřízení světla v Praze na Vodičkově ulici č. 15 nové, Hlávkův dům.	[1117, 820, 1540, 890]
article-headline: Povětrnost.	[687, 1698, 783, 1715]
article: * Zmrzačené dítě. Píše se nám: Čtyřletá dceruška nádenníka Kratochvíla v Pazderně Lhotě (okres benešovský) ponechána byla dne 16. t. m. dopoledne úplně bez dozoru a tu s dětské zvědavosti přiblížila se k mláticímu stroji, do něhož strčila levou nožičku. Stroj právě pracoval a znchytil dravou silou celé chodidlo malého děvčátka a rozdrtil je tak, že z chodidla zbyla jen beztvárná hmota. Těžce zraněné dítě dopraveno do všeobecné nemocnice.	[171, 768, 591, 925]
article-text: Na Václavském náměstí nalezeno bylo včera zde stavební věci. Kdo je ztratil, nechť se hlásí u pí. Marie Benešové roz. Machajnové na Václavském náměstí č. 59 v přízemí. — Dne 11. října t. r. byla na Pankráci nalezena stará kožená peněženka s menším peněžitým obnosem. Kdo ji ztratil, nechť se o ní hlásí u obecního úřadu v Nuslích. — Dne 12. t. m. nalezena na Pankráci zlatá zlatý řetízek, který nalezen na Pankraci nalezený.	[654, 1558, 1111, 1697]
article-headline: Zmrzačené dítě.	[203, 768, 343, 784]
article-headline: Chtěla se otráviti.	[210, 1541, 385, 1557]
article: * Otrávené dítě. Manželé Josef a Anna Vaškovi ve Vraclaví byli dne 7. října v tamního rolníka Václava Karáska zaměstnáni polní prací. Své děti Šletou Marii, 4letého Františka a 2letou Annu nechali bez dohledu ve stavení svého zaměstnavatele, aby jim na poli nepřekážely. Děti pobíhajíce po celém stavení přišly též do kuchyně, kde hospodyně Anna Karásková měla na talíři mléčný odvar z jedovaté bouby muchomůrky, na mouchy nastražený. Chlapec dal mléko to své dvouleté sestřičce Anně vypit, následkem čehož děvčátko ihned onemocnělo a v noci na to zemřelo. Mrtvola byla p. drem Tomkem z Vys. Mýta ohledána a případ oznámen tamnímu okresnímu soudu.	[171, 1312, 591, 1540]
section-divider	[1117, 1314, 1540, 1315]
article: * Sebevražda na kolejích. Kočí Josef Janošovec z Plané, okresu kralovického, svobodný, 19 let starý, u majitelky realit paní Marie Petrovicové v Trnovanech zaměstnaný, který byl znám jako hodný muž, jevil již delší dobu známky těžkomyslnosti, též naříkal na bolení hlavy. Ve středu 14. t. m. ušetřil z usedlosti paní Petrovicové v Trnovanech bez vědění svého zaměstnavatele. Když se 12. hodině nákladní vlak z Trnovan jel k Žalci, vyskočil pojednou z křoví a vrhl se v sebevražedném úmyslu před parostroj a byl také v nejbližším okamžiku přejet a strašně ohaven, pak byl se železničního násypu 8 metrů vysokého dolů svržen, kde zůstal mrtev ležeti.	[654, 118, 1111, 310]
scan-edge	[1636, 0, 1649, 2268]
article: * Z Domažlic. Nemalou okrasou našeho nového hřbitova jest právě dohotovený pomník, krytící hrob nedávno zesnulého továrníka pana Jak. Králiovce, který zhotoven byl velmi dovedným akademickým sochařem panem Antonínem Záblavou v Plzni. Svým mistrným a vkusným provedením jest toto dílo jedině svého druhu ve zdejší krajině.	[1117, 1119, 1540, 1241]
column-right-smes	[1117, 1323, 1540, 1955]
